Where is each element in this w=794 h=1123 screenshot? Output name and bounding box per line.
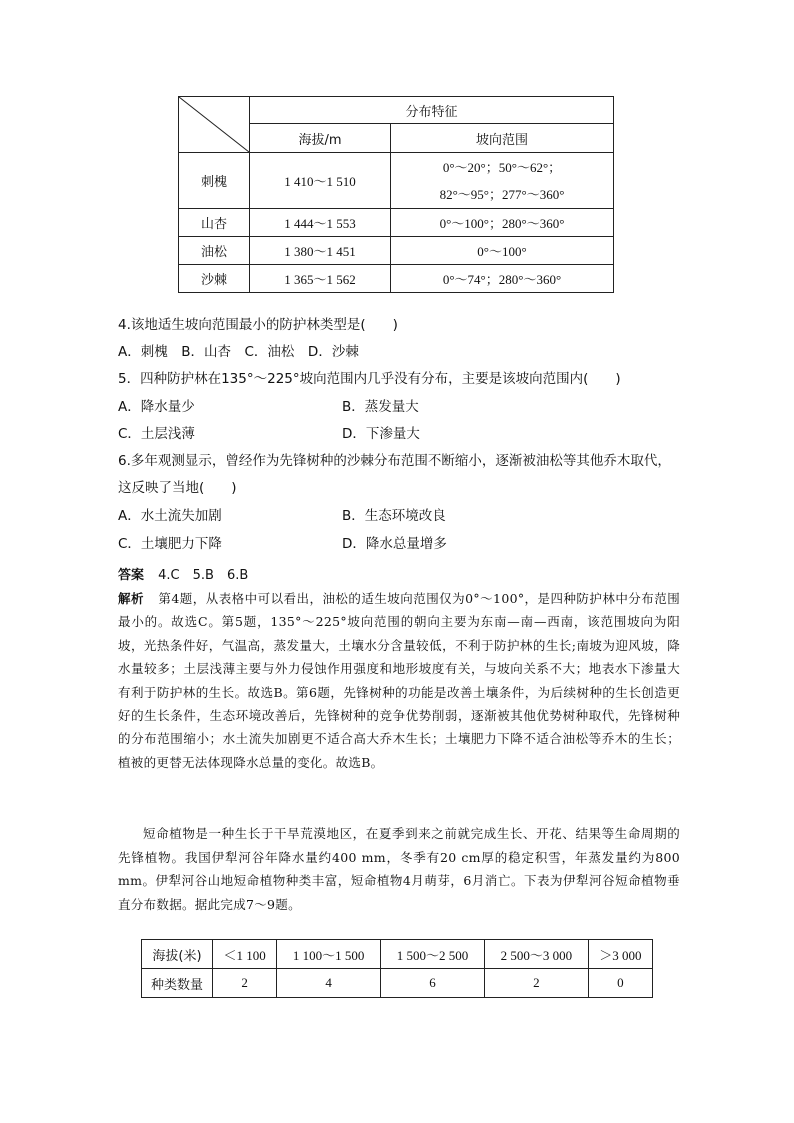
species-name: 沙棘	[179, 265, 250, 293]
species-name: 刺槐	[179, 153, 250, 209]
question-4-stem: 4.该地适生坡向范围最小的防护林类型是( )	[118, 317, 398, 333]
analysis-text: 第4题，从表格中可以看出，油松的适生坡向范围仅为0°～100°，是四种防护林中分布范围最小的。故选C。第5题，135°～225°坡向范围的朝向主要为东南—南—西南，该范围坡向为阳坡，光热条件好，气温高，蒸发量大，土壤水分含量较低，不利于防护林的生长;南坡为迎风坡，降水量较多；土层浅薄主要与外力侵蚀作用强度和地形坡度有关，与坡向关系不大；地表水下渗量大有利于防护林的生长。故选B。第6题，先锋树种的功能是改善土壤条件，为后续树种的生长创造更好的生长条件，生态环境改善后，先锋树种的竞争优势削弱，逐渐被其他优势树种取代，先锋树种的分布范围缩小；水土流失加剧更不适合高大乔木生长；土壤肥力下降不适合油松等乔木的生长；植被的更替无法体现降水总量的变化。故选B。	[118, 591, 681, 770]
table-row	[179, 237, 614, 265]
passage-paragraph: 短命植物是一种生长于干旱荒漠地区，在夏季到来之前就完成生长、开花、结果等生命周期的先锋植物。我国伊犁河谷年降水量约400 mm，冬季有20 cm厚的稳定积雪，年蒸发量约为800 mm。伊犁河谷山地短命植物种类丰富，短命植物4月萌芽，6月消亡。下表为伊犁河谷短命植物垂直分布数据。据此完成7～9题。	[118, 826, 680, 912]
table-row	[179, 265, 614, 293]
altitude-value: 1 365～1 562	[250, 265, 391, 293]
question-6-option-a: A．水土流失加剧	[118, 508, 222, 524]
question-6-option-c: C．土壤肥力下降	[118, 536, 222, 552]
question-4-options: A．刺槐 B．山杏 C．油松 D．沙棘	[118, 344, 359, 360]
question-6-stem-line1: 6.多年观测显示，曾经作为先锋树种的沙棘分布范围不断缩小，逐渐被油松等其他乔木取代，	[118, 453, 671, 469]
altitude-range: 1 100～1 500	[277, 940, 381, 969]
altitude-range: 2 500～3 000	[484, 940, 588, 969]
question-6-option-d: D．降水总量增多	[342, 536, 447, 552]
species-count: 2	[484, 969, 588, 998]
species-count: 6	[381, 969, 485, 998]
slope-value: 0°～74°；280°～360°	[391, 265, 614, 293]
answer-label: 答案	[118, 568, 145, 583]
species-name: 油松	[179, 237, 250, 265]
species-name: 山杏	[179, 209, 250, 237]
question-5-option-d: D．下渗量大	[342, 426, 420, 442]
row-label-count: 种类数量	[142, 969, 213, 998]
col-header-slope: 坡向范围	[391, 124, 614, 153]
diagonal-header-cell	[179, 97, 250, 153]
question-5-stem: 5．四种防护林在135°～225°坡向范围内几乎没有分布，主要是该坡向范围内( )	[118, 371, 621, 387]
answer-line	[118, 564, 248, 583]
analysis-label: 解析	[118, 591, 144, 606]
group-header: 分布特征	[250, 97, 614, 124]
slope-line-2: 82°～95°；277°～360°	[439, 186, 565, 202]
question-5-option-a: A．降水量少	[118, 399, 195, 415]
altitude-range: ＞3 000	[588, 940, 652, 969]
slope-value: 0°～100°；280°～360°	[391, 209, 614, 237]
analysis-paragraph	[118, 587, 680, 774]
ephemeral-plant-table	[141, 939, 653, 998]
question-5-option-c: C．土层浅薄	[118, 426, 195, 442]
question-6-stem-line2: 这反映了当地( )	[118, 480, 237, 496]
diagonal-line	[179, 97, 249, 152]
altitude-value: 1 410～1 510	[250, 153, 391, 209]
question-6-option-b: B．生态环境改良	[342, 508, 446, 524]
slope-line-1: 0°～20°；50°～62°；	[442, 159, 562, 175]
row-label-altitude: 海拔(米)	[142, 940, 213, 969]
altitude-range: ＜1 100	[213, 940, 277, 969]
slope-value: 0°～100°	[391, 237, 614, 265]
protective-forest-table	[178, 96, 614, 293]
answer-value: 4.C 5.B 6.B	[158, 568, 249, 583]
altitude-range: 1 500～2 500	[381, 940, 485, 969]
species-count: 0	[588, 969, 652, 998]
table-row	[142, 969, 653, 998]
question-5-option-b: B．蒸发量大	[342, 399, 419, 415]
species-count: 2	[213, 969, 277, 998]
altitude-value: 1 380～1 451	[250, 237, 391, 265]
table-row	[179, 153, 614, 209]
species-count: 4	[277, 969, 381, 998]
altitude-value: 1 444～1 553	[250, 209, 391, 237]
col-header-altitude: 海拔/m	[250, 124, 391, 153]
table-row	[179, 209, 614, 237]
slope-value	[391, 153, 614, 209]
table-row	[142, 940, 653, 969]
